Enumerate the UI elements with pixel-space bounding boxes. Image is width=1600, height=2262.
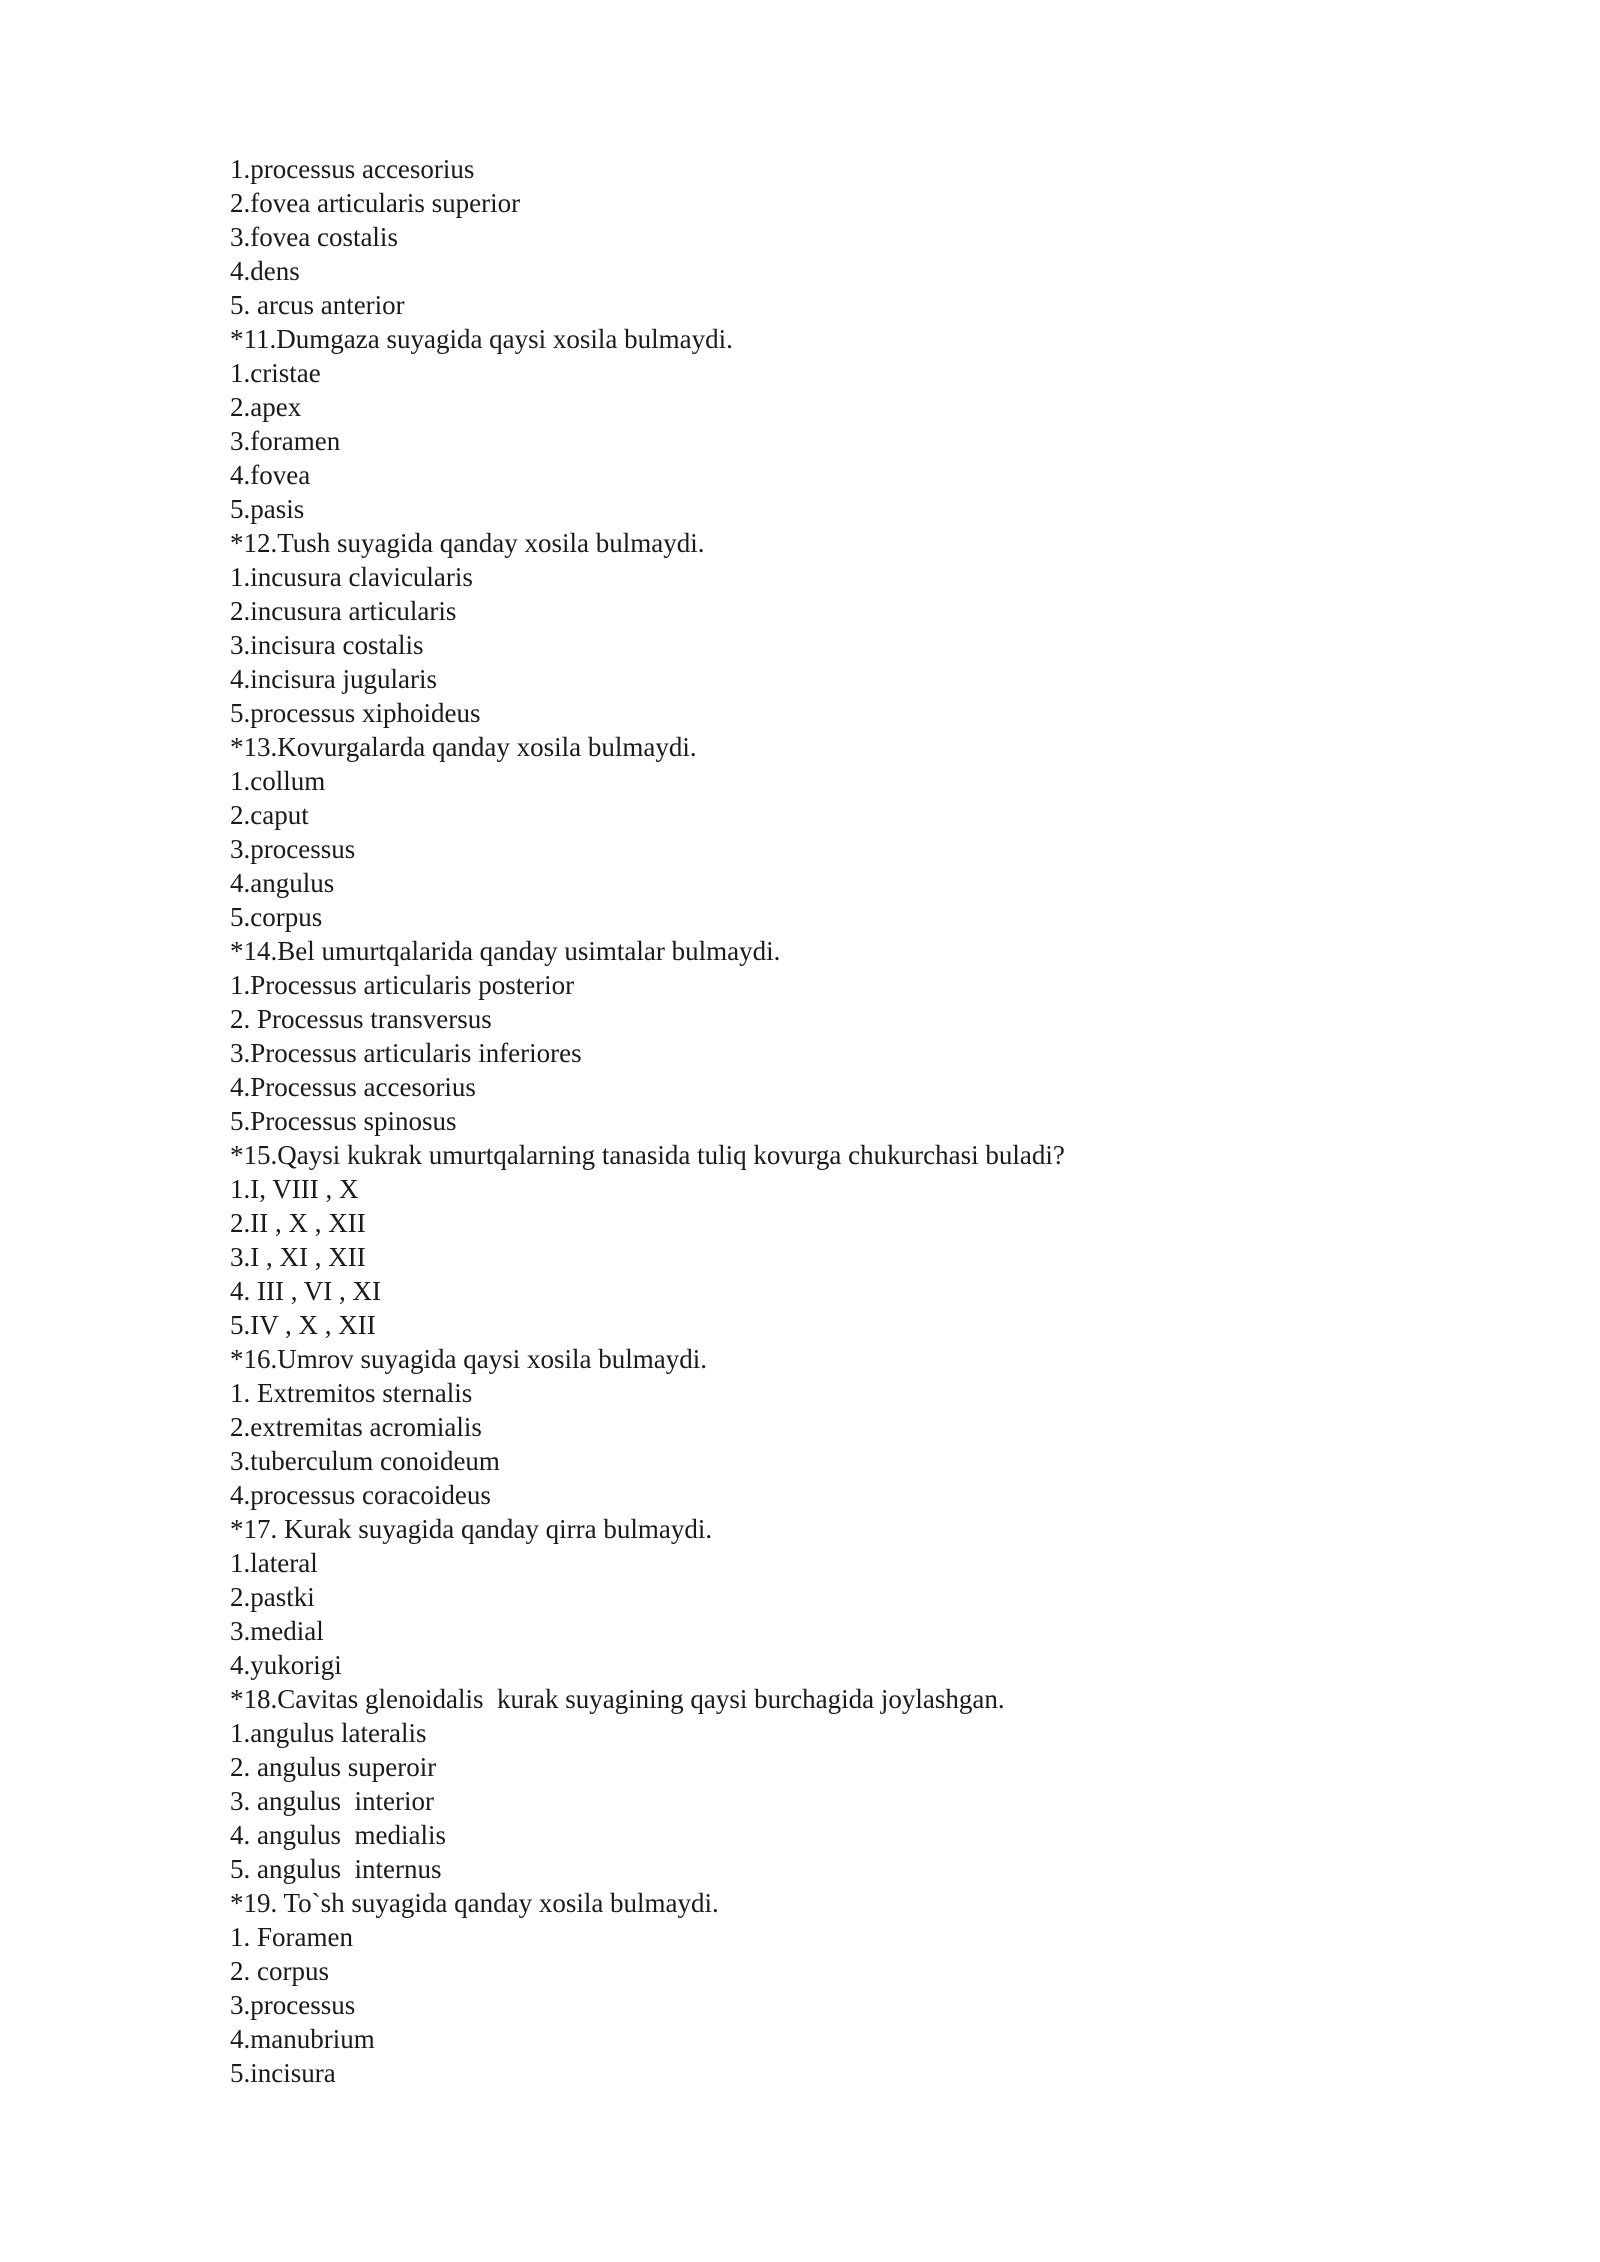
answer-option-line: 3.I , XI , XII bbox=[230, 1242, 366, 1272]
answer-option-line: 2.caput bbox=[230, 800, 309, 830]
document-body bbox=[230, 152, 1530, 2090]
answer-option-line: 2.apex bbox=[230, 392, 302, 422]
answer-option-line: 1.Processus articularis posterior bbox=[230, 970, 575, 1000]
answer-option-line: 5.processus xiphoideus bbox=[230, 698, 481, 728]
answer-option-line: 1.I, VIII , X bbox=[230, 1174, 359, 1204]
answer-option-line: 2.II , X , XII bbox=[230, 1208, 366, 1238]
answer-option-line: 2.fovea articularis superior bbox=[230, 188, 521, 218]
answer-option-line: 1.lateral bbox=[230, 1548, 318, 1578]
answer-option-line: 3.processus bbox=[230, 1990, 356, 2020]
answer-option-line: 4.fovea bbox=[230, 460, 311, 490]
answer-option-line: 3.medial bbox=[230, 1616, 324, 1646]
answer-option-line: 5.IV , X , XII bbox=[230, 1310, 376, 1340]
answer-option-line: 1.angulus lateralis bbox=[230, 1718, 427, 1748]
answer-option-line: 4. III , VI , XI bbox=[230, 1276, 381, 1306]
answer-option-line: 1.cristae bbox=[230, 358, 321, 388]
answer-option-line: 4.yukorigi bbox=[230, 1650, 342, 1680]
answer-option-line: 4.dens bbox=[230, 256, 300, 286]
question-line: *14.Bel umurtqalarida qanday usimtalar bulmaydi. bbox=[230, 936, 781, 966]
answer-option-line: 4.processus coracoideus bbox=[230, 1480, 491, 1510]
question-line: *11.Dumgaza suyagida qaysi xosila bulmaydi. bbox=[230, 324, 733, 354]
answer-option-line: 1. Foramen bbox=[230, 1922, 353, 1952]
answer-option-line: 4.Processus accesorius bbox=[230, 1072, 476, 1102]
answer-option-line: 4.manubrium bbox=[230, 2024, 375, 2054]
answer-option-line: 3.fovea costalis bbox=[230, 222, 398, 252]
answer-option-line: 3.foramen bbox=[230, 426, 341, 456]
answer-option-line: 5. arcus anterior bbox=[230, 290, 405, 320]
question-line: *15.Qaysi kukrak umurtqalarning tanasida tuliq kovurga chukurchasi buladi? bbox=[230, 1140, 1065, 1170]
answer-option-line: 3.processus bbox=[230, 834, 356, 864]
question-line: *16.Umrov suyagida qaysi xosila bulmaydi. bbox=[230, 1344, 707, 1374]
answer-option-line: 5.corpus bbox=[230, 902, 323, 932]
answer-option-line: 2.pastki bbox=[230, 1582, 315, 1612]
answer-option-line: 2.extremitas acromialis bbox=[230, 1412, 482, 1442]
question-line: *12.Tush suyagida qanday xosila bulmaydi. bbox=[230, 528, 705, 558]
answer-option-line: 5.Processus spinosus bbox=[230, 1106, 457, 1136]
answer-option-line: 2. Processus transversus bbox=[230, 1004, 492, 1034]
question-line: *17. Kurak suyagida qanday qirra bulmaydi. bbox=[230, 1514, 713, 1544]
answer-option-line: 3.Processus articularis inferiores bbox=[230, 1038, 582, 1068]
answer-option-line: 2. angulus superoir bbox=[230, 1752, 437, 1782]
answer-option-line: 5. angulus internus bbox=[230, 1854, 442, 1884]
answer-option-line: 3. angulus interior bbox=[230, 1786, 434, 1816]
answer-option-line: 5.pasis bbox=[230, 494, 305, 524]
question-line: *13.Kovurgalarda qanday xosila bulmaydi. bbox=[230, 732, 697, 762]
answer-option-line: 3.tuberculum conoideum bbox=[230, 1446, 500, 1476]
answer-option-line: 1.incusura clavicularis bbox=[230, 562, 473, 592]
answer-option-line: 2.incusura articularis bbox=[230, 596, 457, 626]
answer-option-line: 4. angulus medialis bbox=[230, 1820, 446, 1850]
answer-option-line: 5.incisura bbox=[230, 2058, 336, 2088]
answer-option-line: 1.collum bbox=[230, 766, 326, 796]
answer-option-line: 1. Extremitos sternalis bbox=[230, 1378, 473, 1408]
answer-option-line: 1.processus accesorius bbox=[230, 154, 475, 184]
answer-option-line: 4.incisura jugularis bbox=[230, 664, 437, 694]
question-line: *19. To`sh suyagida qanday xosila bulmaydi. bbox=[230, 1888, 719, 1918]
question-line: *18.Cavitas glenoidalis kurak suyagining qaysi burchagida joylashgan. bbox=[230, 1684, 1005, 1714]
answer-option-line: 3.incisura costalis bbox=[230, 630, 424, 660]
answer-option-line: 2. corpus bbox=[230, 1956, 329, 1986]
answer-option-line: 4.angulus bbox=[230, 868, 335, 898]
